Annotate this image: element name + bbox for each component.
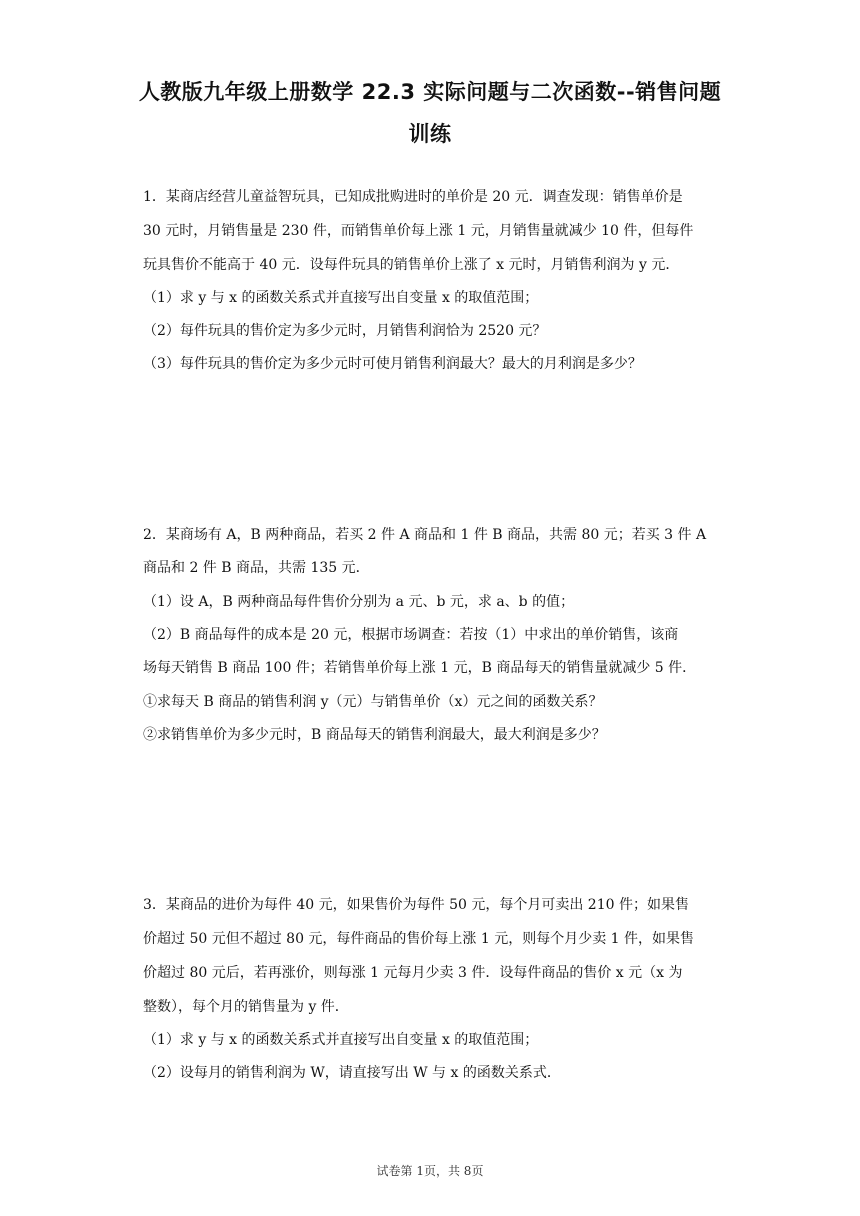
question-3-line: 3．某商品的进价为每件 40 元，如果售价为每件 50 元，每个月可卖出 210 件；如果售 (143, 897, 689, 913)
page-footer: 试卷第 1页，共 8页 (376, 1164, 484, 1178)
question-1-part-1: （1）求 y 与 x 的函数关系式并直接写出自变量 x 的取值范围； (143, 290, 539, 306)
question-1-part-2: （2）每件玩具的售价定为多少元时，月销售利润恰为 2520 元？ (143, 323, 547, 339)
question-1-line: 玩具售价不能高于 40 元．设每件玩具的销售单价上涨了 x 元时，月销售利润为 y 元． (143, 257, 680, 273)
question-1-line: 30 元时，月销售量是 230 件，而销售单价每上涨 1 元，月销售量就减少 10 件，但每件 (143, 223, 694, 239)
question-2-line: 场每天销售 B 商品 100 件；若销售单价每上涨 1 元，B 商品每天的销售量就减少 5 件． (143, 660, 697, 676)
question-3-part-1: （1）求 y 与 x 的函数关系式并直接写出自变量 x 的取值范围； (143, 1032, 539, 1048)
document-title-line-1: 人教版九年级上册数学 22.3 实际问题与二次函数--销售问题 (138, 80, 722, 104)
question-2-line: 商品和 2 件 B 商品，共需 135 元． (143, 560, 370, 576)
question-3-part-2: （2）设每月的销售利润为 W，请直接写出 W 与 x 的函数关系式． (143, 1065, 561, 1081)
question-1-line: 1．某商店经营儿童益智玩具，已知成批购进时的单价是 20 元．调查发现：销售单价是 (143, 189, 683, 205)
question-2-part-2: （2）B 商品每件的成本是 20 元，根据市场调查：若按（1）中求出的单价销售，该商 (143, 627, 679, 643)
document-title-line-2: 训练 (408, 122, 452, 146)
question-1-part-3: （3）每件玩具的售价定为多少元时可使月销售利润最大？最大的月利润是多少？ (143, 356, 642, 372)
question-2-line: 2．某商场有 A，B 两种商品，若买 2 件 A 商品和 1 件 B 商品，共需 80 元；若买 3 件 A (143, 527, 707, 543)
question-2-part-1: （1）设 A，B 两种商品每件售价分别为 a 元、b 元，求 a、b 的值； (143, 594, 575, 610)
question-3-line: 价超过 80 元后，若再涨价，则每涨 1 元每月少卖 3 件．设每件商品的售价 x 元（x 为 (143, 965, 683, 981)
question-3-line: 整数），每个月的销售量为 y 件． (143, 999, 349, 1015)
question-3-line: 价超过 50 元但不超过 80 元，每件商品的售价每上涨 1 元，则每个月少卖 1 件，如果售 (143, 931, 695, 947)
question-2-subpart-2: ②求销售单价为多少元时，B 商品每天的销售利润最大，最大利润是多少？ (143, 727, 606, 743)
question-2-subpart-1: ①求每天 B 商品的销售利润 y（元）与销售单价（x）元之间的函数关系？ (143, 694, 603, 710)
